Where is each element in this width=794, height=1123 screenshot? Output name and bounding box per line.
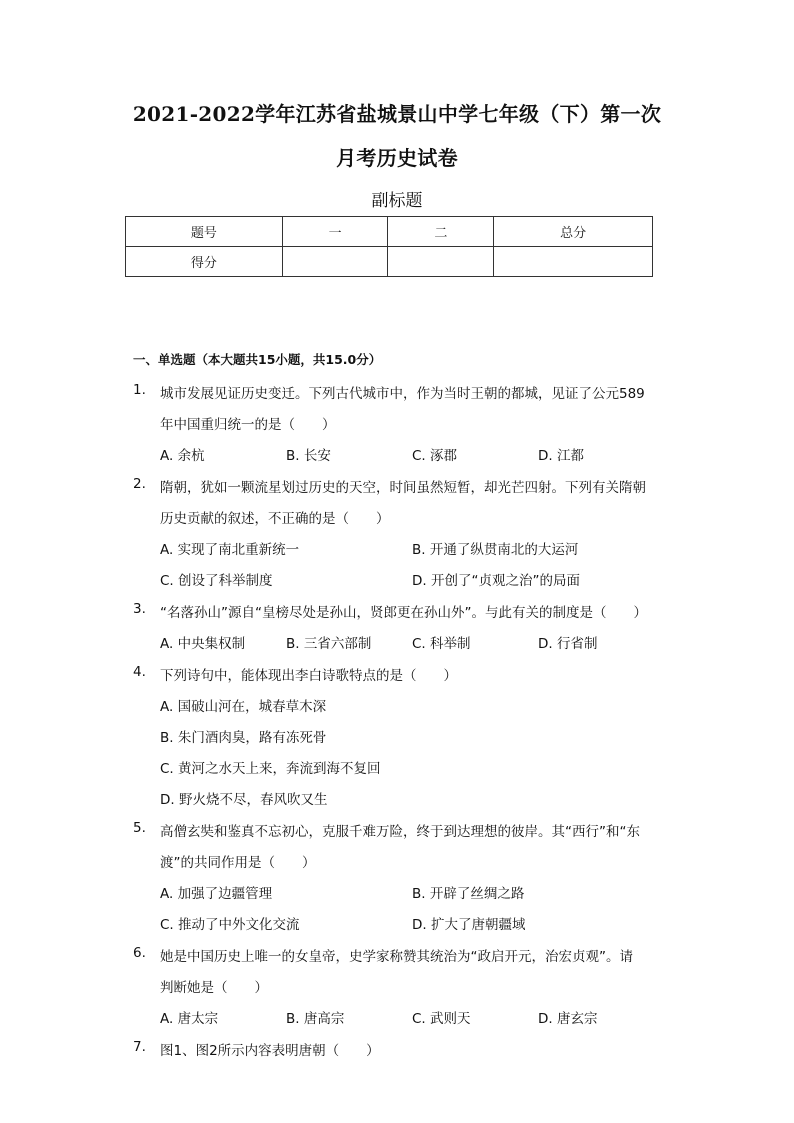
question-stem-line: “名落孙山”源自“皇榜尽处是孙山，贤郎更在孙山外”。与此有关的制度是（ ） [160, 605, 647, 621]
option-c: C. 武则天 [412, 1011, 471, 1027]
option-d: D. 行省制 [538, 636, 598, 652]
question-number: 1. [133, 382, 146, 398]
question-number: 7. [133, 1039, 146, 1055]
score-header-cell: 二 [388, 217, 494, 247]
option-b: B. 开辟了丝绸之路 [412, 886, 525, 902]
exam-title-line2: 月考历史试卷 [336, 146, 458, 170]
option-a: A. 中央集权制 [160, 636, 246, 652]
section-heading: 一、单选题（本大题共15小题，共15.0分） [133, 352, 382, 367]
question-stem-line: 隋朝，犹如一颗流星划过历史的天空，时间虽然短暂，却光芒四射。下列有关隋朝 [160, 480, 646, 496]
question-stem-line: 图1、图2所示内容表明唐朝（ ） [160, 1043, 380, 1059]
option-d: D. 扩大了唐朝疆域 [412, 917, 526, 933]
option-d: D. 野火烧不尽，春风吹又生 [160, 792, 328, 808]
option-a: A. 余杭 [160, 448, 205, 464]
question-stem-line: 城市发展见证历史变迁。下列古代城市中，作为当时王朝的都城，见证了公元589 [160, 386, 645, 402]
question-stem-line: 她是中国历史上唯一的女皇帝，史学家称赞其统治为“政启开元，治宏贞观”。请 [160, 949, 633, 965]
option-b: B. 开通了纵贯南北的大运河 [412, 542, 579, 558]
option-b: B. 三省六部制 [286, 636, 372, 652]
question-number: 4. [133, 664, 146, 680]
question-stem-line: 判断她是（ ） [160, 980, 268, 996]
option-a: A. 加强了边疆管理 [160, 886, 273, 902]
score-table-score-row [126, 247, 653, 277]
option-d: D. 开创了“贞观之治”的局面 [412, 573, 580, 589]
exam-title-line1: 2021-2022学年江苏省盐城景山中学七年级（下）第一次 [132, 102, 662, 126]
score-table-header-row [126, 217, 653, 247]
option-d: D. 江都 [538, 448, 584, 464]
question-number: 6. [133, 945, 146, 961]
option-c: C. 黄河之水天上来，奔流到海不复回 [160, 761, 381, 777]
score-header-cell: 总分 [494, 217, 653, 247]
question-number: 2. [133, 476, 146, 492]
exam-subtitle: 副标题 [371, 191, 423, 211]
question-stem-line: 渡”的共同作用是（ ） [160, 855, 316, 871]
score-row-label: 得分 [126, 247, 283, 277]
option-a: A. 实现了南北重新统一 [160, 542, 300, 558]
option-a: A. 唐太宗 [160, 1011, 219, 1027]
option-c: C. 创设了科举制度 [160, 573, 273, 589]
score-cell-empty [494, 247, 653, 277]
option-c: C. 推动了中外文化交流 [160, 917, 300, 933]
option-c: C. 科举制 [412, 636, 471, 652]
score-cell-empty [282, 247, 388, 277]
question-stem-line: 高僧玄奘和鉴真不忘初心，克服千难万险，终于到达理想的彼岸。其“西行”和“东 [160, 824, 640, 840]
option-b: B. 唐高宗 [286, 1011, 345, 1027]
score-header-cell: 一 [282, 217, 388, 247]
question-stem-line: 历史贡献的叙述，不正确的是（ ） [160, 511, 390, 527]
question-number: 5. [133, 820, 146, 836]
option-d: D. 唐玄宗 [538, 1011, 598, 1027]
score-cell-empty [388, 247, 494, 277]
option-c: C. 涿郡 [412, 448, 458, 464]
score-table [125, 216, 653, 277]
option-a: A. 国破山河在，城春草木深 [160, 699, 327, 715]
score-header-cell: 题号 [126, 217, 283, 247]
option-b: B. 朱门酒肉臭，路有冻死骨 [160, 730, 327, 746]
question-stem-line: 下列诗句中，能体现出李白诗歌特点的是（ ） [160, 668, 457, 684]
option-b: B. 长安 [286, 448, 331, 464]
question-stem-line: 年中国重归统一的是（ ） [160, 417, 336, 433]
question-number: 3. [133, 601, 146, 617]
